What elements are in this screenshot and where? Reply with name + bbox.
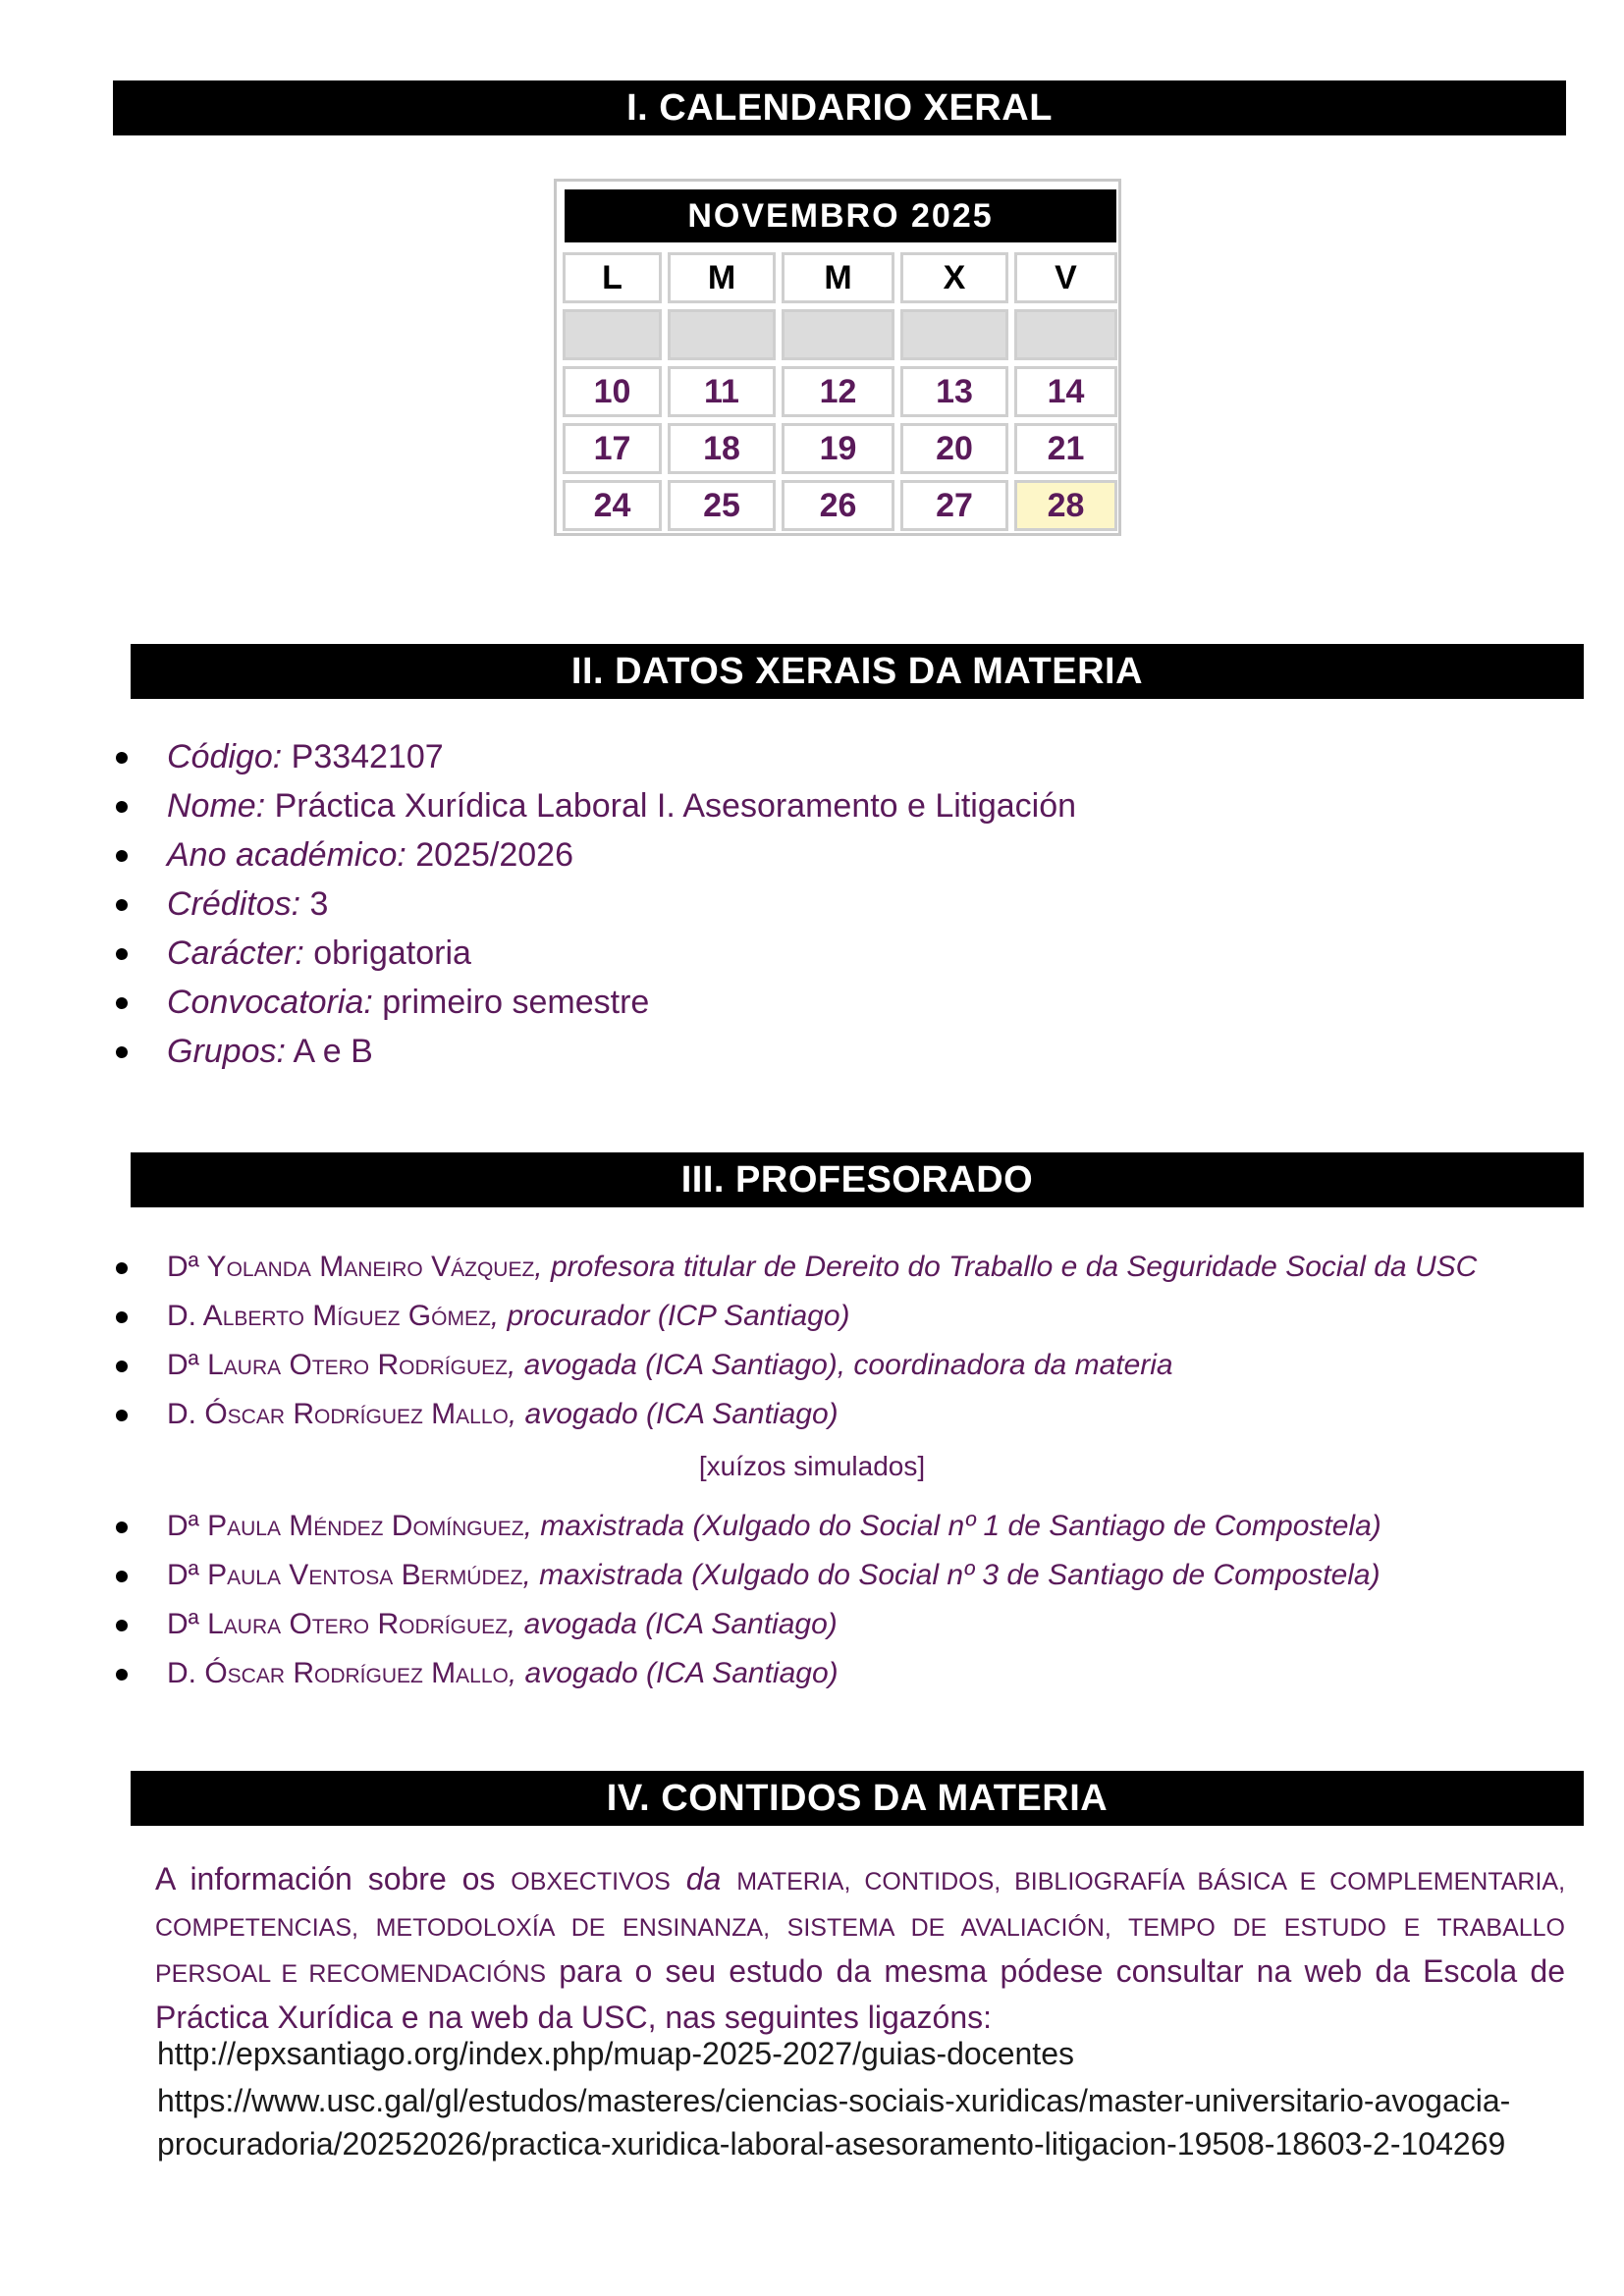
datos-item (167, 1027, 1076, 1076)
item-label: Dª Paula Ventosa Bermúdez (167, 1559, 523, 1591)
calendar-day-cell: 21 (1014, 423, 1117, 474)
bullet-icon (116, 801, 128, 813)
xuizo-profesor-item (167, 1649, 1381, 1698)
calendar-day-header: X (900, 252, 1008, 303)
item-value: 3 (300, 885, 329, 923)
profesor-item (167, 1341, 1477, 1390)
calendar (554, 179, 1121, 536)
calendar-day-cell: 26 (782, 480, 894, 531)
item-label: D. Alberto Míguez Gómez (167, 1300, 491, 1332)
calendar-day-cell: 13 (900, 366, 1008, 417)
section-header-datos: II. DATOS XERAIS DA MATERIA (131, 644, 1584, 699)
calendar-day-cell: 19 (782, 423, 894, 474)
calendar-day-header: V (1014, 252, 1117, 303)
calendar-empty-cell (900, 309, 1008, 360)
bullet-icon (116, 1669, 128, 1681)
item-label: D. Óscar Rodríguez Mallo (167, 1398, 509, 1430)
calendar-empty-cell (668, 309, 776, 360)
item-label: Código: (167, 738, 283, 775)
xuizo-profesor-item (167, 1551, 1381, 1600)
profesor-item (167, 1243, 1477, 1292)
item-value: primeiro semestre (372, 984, 650, 1021)
calendar-day-cell: 27 (900, 480, 1008, 531)
item-value: A e B (285, 1033, 373, 1070)
datos-list (167, 732, 1076, 1076)
datos-item (167, 781, 1076, 830)
item-value: P3342107 (282, 738, 444, 775)
item-label: Carácter: (167, 934, 304, 972)
calendar-empty-cell (563, 309, 662, 360)
bullet-icon (116, 1522, 128, 1533)
bullet-icon (116, 1311, 128, 1323)
calendar-day-cell: 18 (668, 423, 776, 474)
bullet-icon (116, 1046, 128, 1058)
calendar-month-title: NOVEMBRO 2025 (565, 189, 1116, 242)
item-value: , procurador (ICP Santiago) (490, 1300, 850, 1332)
item-label: Dª Laura Otero Rodríguez (167, 1608, 508, 1640)
profesorado-list (167, 1243, 1477, 1439)
link-usc[interactable]: https://www.usc.gal/gl/estudos/masteres/ciencias-sociais-xuridicas/master-universitario-avogacia-procuradoria/20252026/practica-xuridica-laboral-asesoramento-litigacion-19508-18603-2-104269 (157, 2083, 1511, 2162)
text-span: MATERIA, CONTIDOS, BIBLIOGRAFÍA BÁSICA E COMPLEMENTARIA, COMPETENCIAS, METODOLOXÍA DE ENSINANZA, SISTEMA DE AVALIACIÓN, TEMPO DE ESTUDO E TRABALLO PERSOAL E RECOMENDACIÓNS (155, 1868, 1566, 1988)
contidos-paragraph (155, 1857, 1565, 2039)
text-span (671, 1861, 686, 1896)
item-label: Ano académico: (167, 836, 406, 874)
item-label: Grupos: (167, 1033, 286, 1070)
text-span: para o seu estudo da mesma pódese consultar na web da Escola de Práctica Xurídica e na web da USC, nas seguintes ligazóns: (155, 1953, 1565, 2035)
item-label: Dª Yolanda Maneiro Vázquez (167, 1251, 535, 1283)
item-value: , avogado (ICA Santiago) (508, 1657, 839, 1689)
item-label: Dª Paula Méndez Domínguez (167, 1510, 524, 1542)
datos-item (167, 830, 1076, 880)
section-header-contidos: IV. CONTIDOS DA MATERIA (131, 1771, 1584, 1826)
datos-item (167, 880, 1076, 929)
item-value: , avogado (ICA Santiago) (508, 1398, 839, 1430)
bullet-icon (116, 948, 128, 960)
text-span: A información sobre os (155, 1861, 512, 1896)
calendar-day-cell: 28 (1014, 480, 1117, 531)
calendar-day-header: M (668, 252, 776, 303)
section-header-calendario: I. CALENDARIO XERAL (113, 80, 1566, 135)
bullet-icon (116, 1410, 128, 1421)
calendar-day-header: L (563, 252, 662, 303)
bullet-icon (116, 899, 128, 911)
xuizo-profesor-item (167, 1600, 1381, 1649)
calendar-day-cell: 12 (782, 366, 894, 417)
calendar-grid (563, 252, 1118, 531)
calendar-day-cell: 24 (563, 480, 662, 531)
bullet-icon (116, 752, 128, 764)
item-label: Dª Laura Otero Rodríguez (167, 1349, 508, 1381)
item-value: , profesora titular de Dereito do Traballo e da Seguridade Social da USC (534, 1251, 1478, 1283)
item-label: Convocatoria: (167, 984, 373, 1021)
bullet-icon (116, 1571, 128, 1582)
calendar-day-cell: 14 (1014, 366, 1117, 417)
profesor-item (167, 1390, 1477, 1439)
text-span: OBXECTIVOS (511, 1868, 671, 1896)
item-value: 2025/2026 (406, 836, 573, 874)
datos-item (167, 732, 1076, 781)
link-epx[interactable]: http://epxsantiago.org/index.php/muap-2025-2027/guias-docentes (157, 2036, 1074, 2071)
item-value: , maxistrada (Xulgado do Social nº 3 de Santiago de Compostela) (522, 1559, 1380, 1591)
xuizos-note: [xuízos simulados] (698, 1451, 926, 1481)
item-value: Práctica Xurídica Laboral I. Asesoramento e Litigación (265, 787, 1077, 825)
item-value: obrigatoria (303, 934, 471, 972)
text-span: da (685, 1861, 722, 1896)
item-value: , maxistrada (Xulgado do Social nº 1 de Santiago de Compostela) (523, 1510, 1381, 1542)
datos-item (167, 978, 1076, 1027)
calendar-empty-cell (782, 309, 894, 360)
datos-item (167, 929, 1076, 978)
section-header-profesorado: III. PROFESORADO (131, 1152, 1584, 1207)
calendar-empty-cell (1014, 309, 1117, 360)
calendar-day-cell: 10 (563, 366, 662, 417)
text-span (721, 1861, 736, 1896)
bullet-icon (116, 1620, 128, 1631)
calendar-day-cell: 20 (900, 423, 1008, 474)
item-label: D. Óscar Rodríguez Mallo (167, 1657, 509, 1689)
calendar-day-cell: 17 (563, 423, 662, 474)
calendar-day-cell: 11 (668, 366, 776, 417)
xuizo-profesor-item (167, 1502, 1381, 1551)
item-value: , avogada (ICA Santiago) (507, 1608, 838, 1640)
bullet-icon (116, 997, 128, 1009)
item-label: Créditos: (167, 885, 301, 923)
calendar-day-cell: 25 (668, 480, 776, 531)
profesor-item (167, 1292, 1477, 1341)
bullet-icon (116, 850, 128, 862)
xuizos-list (167, 1502, 1381, 1698)
bullet-icon (116, 1361, 128, 1372)
item-value: , avogada (ICA Santiago), coordinadora da materia (507, 1349, 1173, 1381)
item-label: Nome: (167, 787, 266, 825)
bullet-icon (116, 1262, 128, 1274)
calendar-day-header: M (782, 252, 894, 303)
